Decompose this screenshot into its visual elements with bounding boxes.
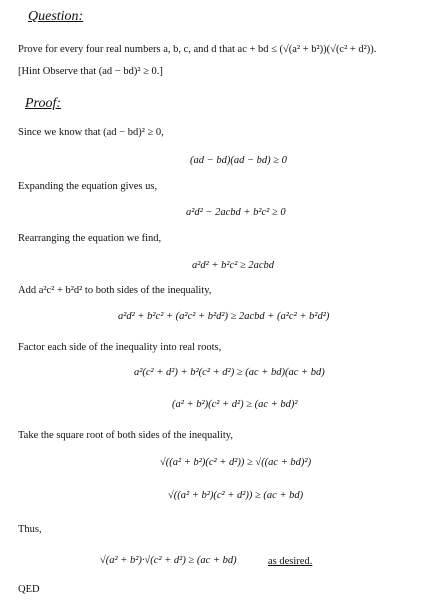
thus-text: Thus, [18, 524, 42, 535]
equation-9: √(a² + b²)·√(c² + d²) ≥ (ac + bd) [100, 555, 237, 566]
equation-4: a²d² + b²c² + (a²c² + b²d²) ≥ 2acbd + (a²c² + b²d²) [118, 311, 330, 322]
equation-8: √((a² + b²)(c² + d²)) ≥ (ac + bd) [168, 490, 304, 501]
as-desired-text: as desired. [268, 556, 313, 567]
equation-3: a²d² + b²c² ≥ 2acbd [192, 260, 275, 271]
equation-2: a²d² − 2acbd + b²c² ≥ 0 [186, 207, 286, 218]
equation-7: √((a² + b²)(c² + d²)) ≥ √((ac + bd)²) [160, 457, 312, 468]
question-heading: Question: [28, 9, 84, 24]
step-6-text: Take the square root of both sides of the inequality, [18, 430, 233, 441]
proof-heading: Proof: [25, 96, 62, 111]
step-1-text: Since we know that (ad − bd)² ≥ 0, [18, 127, 164, 138]
hint-text: [Hint Observe that (ad − bd)² ≥ 0.] [18, 66, 163, 77]
equation-1: (ad − bd)(ad − bd) ≥ 0 [190, 155, 287, 166]
step-2-text: Expanding the equation gives us, [18, 181, 158, 192]
qed-text: QED [18, 584, 40, 595]
step-3-text: Rearranging the equation we find, [18, 233, 162, 244]
step-4-text: Add a²c² + b²d² to both sides of the inequality, [18, 285, 212, 296]
equation-6: (a² + b²)(c² + d²) ≥ (ac + bd)² [172, 399, 298, 410]
step-5-text: Factor each side of the inequality into real roots, [18, 342, 222, 353]
equation-5: a²(c² + d²) + b²(c² + d²) ≥ (ac + bd)(ac + bd) [134, 367, 325, 378]
question-text: Prove for every four real numbers a, b, c, and d that ac + bd ≤ (√(a² + b²))(√(c² + d²)). [18, 44, 377, 55]
